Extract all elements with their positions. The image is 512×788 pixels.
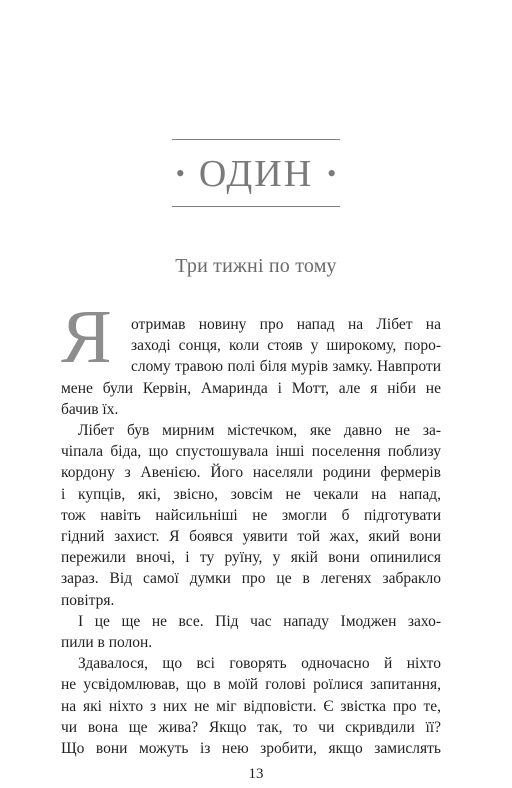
body-line: бачив їх. (61, 400, 119, 418)
body-line: Здавалося, що всі говорять одночасно й ніхто (78, 655, 441, 673)
body-line: отримав новину про напад на Лібет на (131, 316, 441, 333)
ornament-dot-left: • (175, 159, 185, 188)
body-line: на які ніхто з них не міг відповісти. Є звістка про те, (61, 697, 441, 715)
body-line: зараз. Від самої думки про це в легенях забракло (61, 570, 441, 588)
body-line: слому травою полі біля мурів замку. Навпроти (131, 358, 441, 376)
body-line: і купців, які, звісно, зовсім не чекали на напад, (61, 485, 441, 503)
ornament-dot-right: • (327, 159, 337, 188)
body-line: пережили вночі, і ту руїну, у якій вони опинилися (61, 549, 441, 567)
chapter-subtitle: Три тижні по тому (175, 255, 337, 277)
drop-cap: Я (61, 295, 112, 379)
body-line: повітря. (61, 591, 115, 609)
body-line: заході сонця, коли стояв у широкому, поро- (131, 337, 441, 355)
body-line: тож навіть найсильніші не змогли б підготувати (61, 506, 441, 524)
page-number: 13 (248, 766, 264, 783)
body-line: не усвідомлював, що в моїй голові роїлися запитання, (61, 676, 441, 694)
chapter-rule-bottom (172, 206, 340, 207)
chapter-title: ОДИН (198, 153, 314, 195)
body-line: Лібет був мирним містечком, яке давно не за- (78, 422, 441, 439)
chapter-heading (150, 150, 362, 198)
body-line: мене були Кервін, Амаринда і Мотт, але я ніби не (61, 379, 441, 397)
body-line: гідний захист. Я боявся уявити той жах, який вони (61, 528, 441, 545)
body-line: чіпала біда, що спустошувала інші поселення поблизу (61, 443, 441, 461)
body-line: пили в полон. (61, 634, 153, 651)
body-line: І це ще не все. Під час нападу Імоджен захо- (78, 612, 441, 630)
body-line: Що вони можуть із нею зробити, якщо замислять (61, 740, 441, 757)
chapter-rule-top (172, 139, 340, 140)
body-line: чи вона ще жива? Якщо так, то чи скривдили її? (61, 718, 441, 736)
body-line: кордону з Авенією. Його населяли родини фермерів (61, 464, 441, 482)
